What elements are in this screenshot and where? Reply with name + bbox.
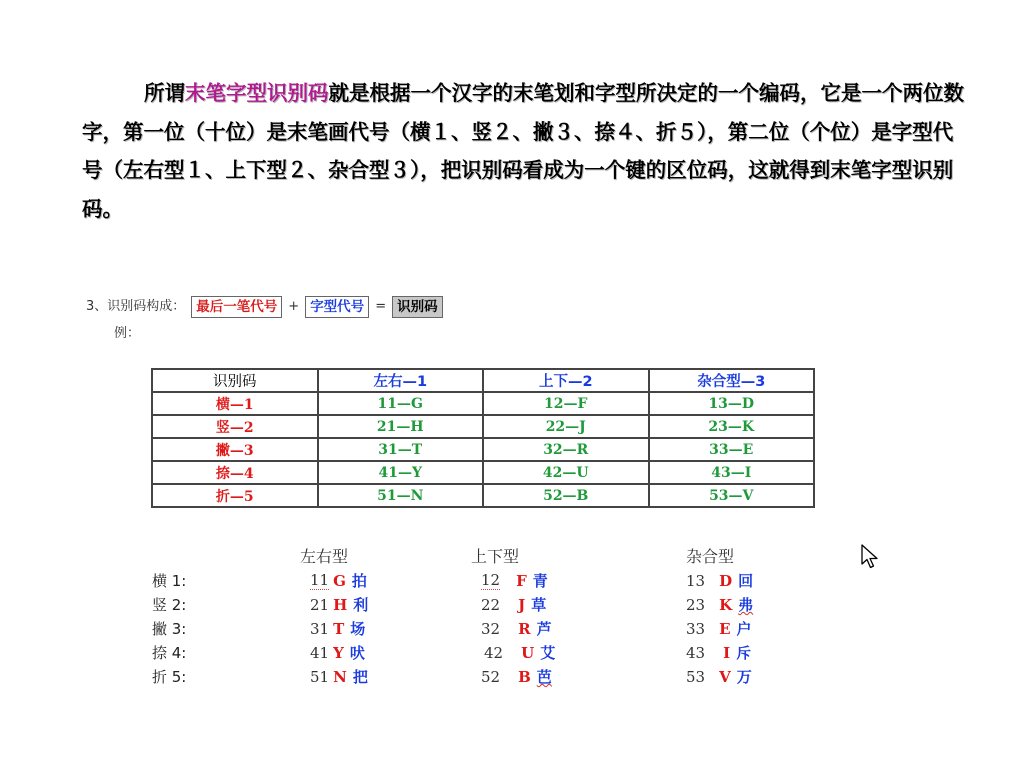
- formula-result-box: 识别码: [392, 296, 443, 318]
- table-row-header: 捺—4: [152, 461, 318, 484]
- table-row-header: 竖—2: [152, 415, 318, 438]
- table-cell: 33—E: [649, 438, 815, 461]
- table-row-header: 折—5: [152, 484, 318, 507]
- table-row-header: 撇—3: [152, 438, 318, 461]
- example-entry: 32 R 芦: [481, 619, 552, 638]
- table-cell: 32—R: [483, 438, 649, 461]
- example-entry: 41 Y 吠: [310, 643, 365, 662]
- intro-term: 末笔字型识别码: [185, 81, 329, 105]
- table-header: 杂合型—3: [649, 369, 815, 392]
- table-cell: 42—U: [483, 461, 649, 484]
- examples-stroke-label: 撇 3:: [152, 620, 187, 638]
- table-cell: 13—D: [649, 392, 815, 415]
- examples-stroke-label: 竖 2:: [152, 596, 187, 614]
- table-row: [152, 415, 814, 438]
- examples-stroke-label: 折 5:: [152, 668, 187, 686]
- table-cell: 43—I: [649, 461, 815, 484]
- table-row-header: 横—1: [152, 392, 318, 415]
- example-entry: 21 H 利: [310, 595, 369, 614]
- mouse-pointer-icon: [860, 544, 882, 570]
- examples-stroke-label: 横 1:: [152, 572, 187, 590]
- formula-last-stroke-box: 最后一笔代号: [191, 296, 282, 318]
- table-header: 上下—2: [483, 369, 649, 392]
- table-header-row: [152, 369, 814, 392]
- intro-rest: 就是根据一个汉字的末笔划和字型所决定的一个编码，它是一个两位数字，第一位（十位）是末笔画代号（横１、竖２、撇３、捺４、折５），第二位（个位）是字型代号（左右型１、上下型２、杂合型３），把识别码看成为一个键的区位码，这就得到末笔字型识别码。: [82, 81, 964, 221]
- table-row: [152, 484, 814, 507]
- example-entry: 42 U 艾: [484, 643, 556, 662]
- table-cell: 22—J: [483, 415, 649, 438]
- table-cell: 12—F: [483, 392, 649, 415]
- formula-shape-code-box: 字型代号: [305, 296, 369, 318]
- examples-col-header: 上下型: [471, 547, 520, 566]
- example-entry: 13 D 回: [686, 571, 754, 590]
- table-row: [152, 461, 814, 484]
- examples-col-header: 左右型: [300, 547, 349, 566]
- table-cell: 53—V: [649, 484, 815, 507]
- intro-paragraph: [82, 74, 972, 228]
- table-header: 识别码: [152, 369, 318, 392]
- example-entry: 51 N 把: [310, 667, 368, 686]
- example-entry: 11 G 拍: [310, 571, 367, 590]
- example-entry: 52 B 芭: [481, 667, 552, 686]
- example-entry: 31 T 场: [310, 619, 366, 638]
- example-entry: 12 F 青: [481, 571, 548, 590]
- intro-lead: 所谓: [144, 81, 185, 105]
- examples-stroke-label: 捺 4:: [152, 644, 187, 662]
- example-entry: 53 V 万: [686, 667, 752, 686]
- example-label: 例：: [114, 326, 141, 341]
- example-entry: 43 I 斥: [686, 643, 752, 662]
- example-entry: 23 K 弗: [686, 595, 754, 614]
- table-cell: 52—B: [483, 484, 649, 507]
- formula-label: 3、识别码构成：: [86, 299, 186, 314]
- examples-col-header: 杂合型: [686, 547, 735, 566]
- formula-plus: +: [288, 299, 300, 314]
- formula-equals: =: [375, 299, 387, 314]
- identification-code-table: [151, 368, 815, 508]
- formula-line: [86, 296, 443, 318]
- table-row: [152, 438, 814, 461]
- table-cell: 41—Y: [318, 461, 484, 484]
- table-cell: 51—N: [318, 484, 484, 507]
- table-cell: 21—H: [318, 415, 484, 438]
- table-cell: 23—K: [649, 415, 815, 438]
- example-entry: 22 J 草: [481, 595, 547, 614]
- table-row: [152, 392, 814, 415]
- table-cell: 11—G: [318, 392, 484, 415]
- table-header: 左右—1: [318, 369, 484, 392]
- example-entry: 33 E 户: [686, 619, 752, 638]
- table-cell: 31—T: [318, 438, 484, 461]
